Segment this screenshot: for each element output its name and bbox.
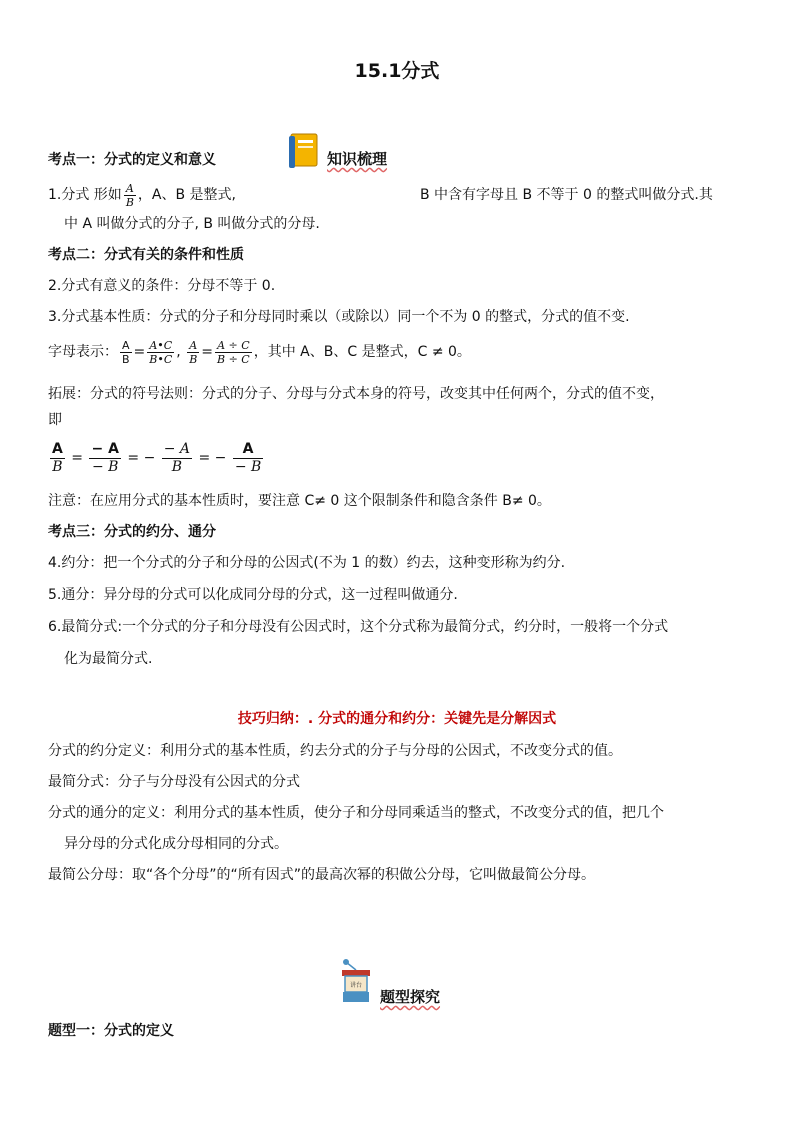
denominator: − B	[234, 458, 262, 475]
denominator: B	[122, 352, 130, 366]
section3-heading: 考点三：分式的约分、通分	[48, 524, 216, 540]
item-6-line1: 6.最简分式:一个分式的分子和分母没有公因式时，这个分式称为最简分式，约分时，一般将一个分式	[48, 619, 669, 635]
numerator: A	[52, 440, 63, 457]
knowledge-badge-label: 知识梳理	[327, 150, 388, 168]
sign-fraction-2	[89, 441, 120, 476]
denominator: − B	[91, 458, 119, 475]
numerator: − A	[163, 440, 191, 457]
podium-icon	[338, 958, 374, 1004]
expand-line1: 拓展：分式的符号法则：分式的分子、分母与分式本身的符号，改变其中任何两个，分式的值不变，	[48, 386, 664, 402]
section4-heading: 题型一：分式的定义	[48, 1023, 174, 1039]
sign-fraction-3	[162, 441, 192, 476]
definition-line2: 中 A 叫做分式的分子, B 叫做分式的分母.	[64, 216, 320, 232]
item-2: 2.分式有意义的条件：分母不等于 0.	[48, 278, 276, 294]
question-type-badge-label: 题型探究	[380, 988, 441, 1006]
numerator: A	[120, 339, 132, 353]
knowledge-badge	[287, 132, 407, 172]
tip-2: 最简分式：分子与分母没有公因式的分式	[48, 774, 300, 790]
denominator: B	[171, 458, 183, 475]
sign-fraction-4	[233, 441, 263, 476]
item-4: 4.约分：把一个分式的分子和分母的公因式(不为 1 的数）约去，这种变形称为约分.	[48, 555, 566, 571]
numerator: A ÷ C	[215, 339, 252, 353]
denominator: B ÷ C	[217, 352, 250, 366]
formula-fraction-3	[187, 339, 199, 366]
letter-tail: ，其中 A、B、C 是整式，C ≠ 0。	[253, 344, 471, 360]
numerator: A	[187, 339, 199, 353]
sign-rule-formula: $\frac{A}{B}$ = $\frac{- A}{- B}$ = − $\frac{- A}{B}$ = − $\frac{A}{- B}$	[52, 440, 262, 475]
letter-label: 字母表示：	[48, 344, 118, 360]
note-line: 注意：在应用分式的基本性质时，要注意 C≠ 0 这个限制条件和隐含条件 B≠ 0。	[48, 493, 551, 509]
definition-right: B 中含有字母且 B 不等于 0 的整式叫做分式.其	[420, 187, 713, 203]
numerator: A•C	[147, 339, 174, 353]
expand-line2: 即	[48, 412, 62, 428]
item-5: 5.通分：异分母的分式可以化成同分母的分式，这一过程叫做通分.	[48, 587, 458, 603]
item-3: 3.分式基本性质：分式的分子和分母同时乘以（或除以）同一个不为 0 的整式，分式的值不变.	[48, 309, 630, 325]
formula-fraction-2	[147, 339, 174, 366]
tips-heading: 技巧归纳：. 分式的通分和约分：关键先是分解因式	[237, 711, 557, 727]
denominator: B	[189, 352, 198, 366]
denominator: B	[52, 458, 63, 475]
numerator: − A	[91, 440, 119, 457]
tip-3-line1: 分式的通分的定义：利用分式的基本性质，使分子和分母同乘适当的整式，不改变分式的值，把几个	[48, 805, 664, 821]
question-type-badge	[338, 958, 468, 1008]
book-icon	[287, 132, 321, 170]
definition-line1	[48, 180, 236, 214]
letter-representation: 字母表示： $\frac{A}{B}$ = $\frac{A•C}{B•C}$ , $\frac{A}{B}$ = $\frac{A \div C}{B \div C}$ ，其中 A、B、C 是整式，C ≠ 0。	[48, 338, 471, 366]
definition-prefix: 1.分式 形如	[48, 187, 122, 203]
sign-fraction-1	[50, 441, 65, 476]
formula-fraction-1	[120, 339, 132, 366]
denominator: B•C	[149, 352, 173, 366]
page-title: 15.1分式	[354, 60, 440, 82]
fraction-numerator: A	[124, 182, 136, 196]
tip-1: 分式的约分定义：利用分式的基本性质，约去分式的分子与分母的公因式，不改变分式的值。	[48, 743, 622, 759]
numerator: A	[233, 441, 263, 459]
section1-heading: 考点一：分式的定义和意义	[48, 152, 216, 168]
section2-heading: 考点二：分式有关的条件和性质	[48, 247, 244, 263]
podium-text: 讲台	[349, 982, 363, 989]
fraction-denominator: B	[125, 195, 134, 209]
definition-fraction	[124, 182, 136, 209]
tip-4: 最简公分母：取“各个分母”的“所有因式”的最高次幂的积做公分母，它叫做最简公分母。	[48, 867, 596, 883]
tip-3-line2: 异分母的分式化成分母相同的分式。	[64, 836, 288, 852]
item-6-line2: 化为最简分式.	[64, 651, 153, 667]
definition-mid: ，A、B 是整式,	[137, 187, 236, 203]
formula-fraction-4	[215, 339, 252, 366]
